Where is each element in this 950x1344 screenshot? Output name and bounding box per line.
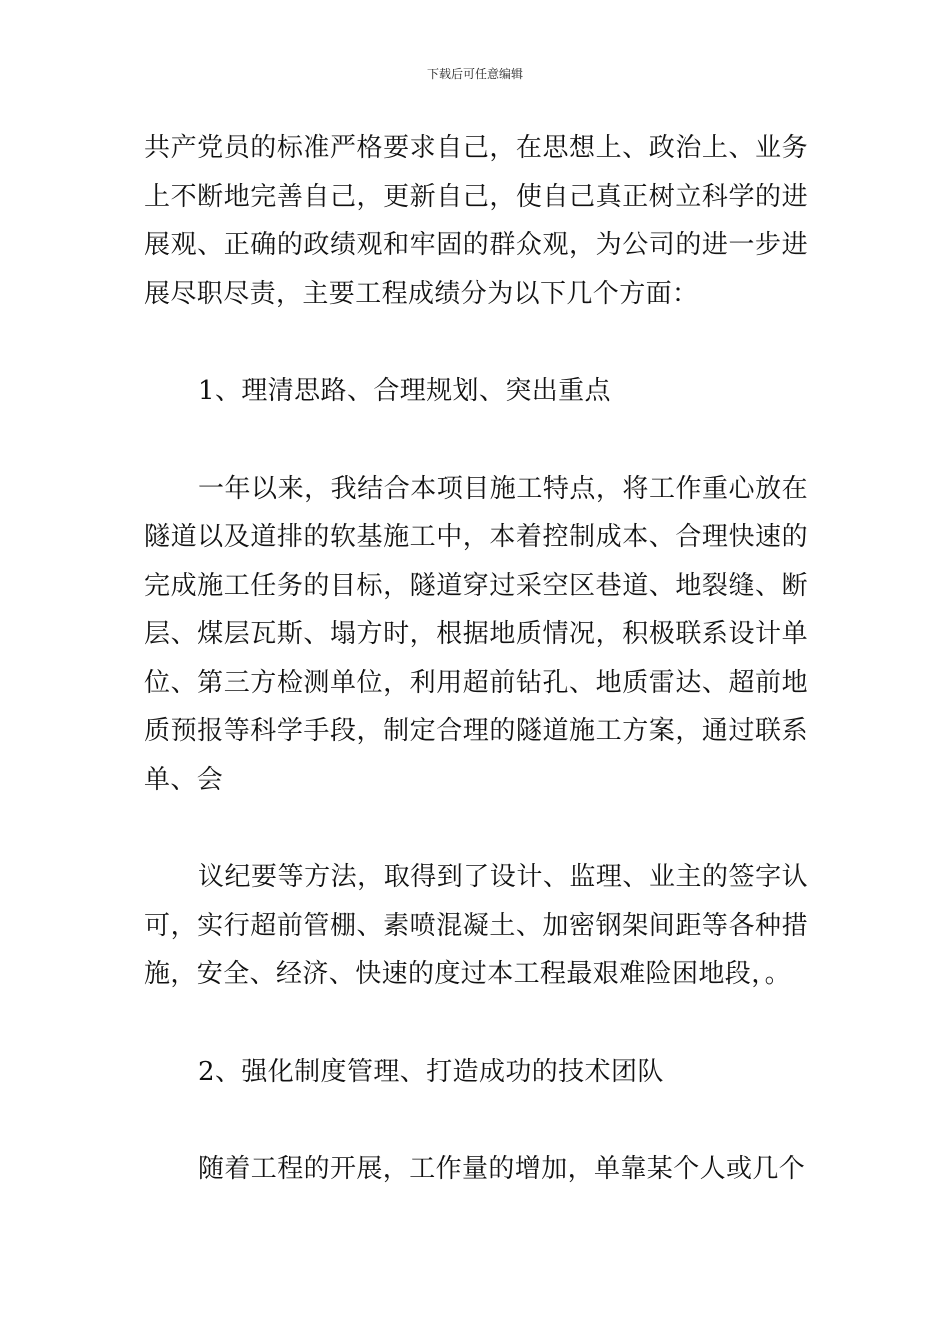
paragraph-section-1-b: 议纪要等方法，取得到了设计、监理、业主的签字认可，实行超前管棚、素喷混凝土、加密钢架间距等各种措施，安全、经济、快速的度过本工程最艰难险困地段，。: [144, 862, 808, 989]
section-heading-1: 1、理清思路、合理规划、突出重点: [198, 376, 611, 406]
page-header-note: 下载后可任意编辑: [426, 67, 523, 81]
paragraph-intro: 共产党员的标准严格要求自己，在思想上、政治上、业务上不断地完善自己，更新自己，使自己真正树立科学的进展观、正确的政绩观和牢固的群众观，为公司的进一步进展尽职尽责，主要工程成绩分为以下几个方面：: [144, 133, 808, 309]
document-body: [144, 124, 808, 1194]
paragraph-section-1-a: 一年以来，我结合本项目施工特点，将工作重心放在隧道以及道排的软基施工中，本着控制成本、合理快速的完成施工任务的目标，隧道穿过采空区巷道、地裂缝、断层、煤层瓦斯、塌方时，根据地质情况，积极联系设计单位、第三方检测单位，利用超前钻孔、地质雷达、超前地质预报等科学手段，制定合理的隧道施工方案，通过联系单、会: [144, 473, 808, 795]
section-heading-2: 2、强化制度管理、打造成功的技术团队: [198, 1056, 664, 1087]
paragraph-section-2: 随着工程的开展，工作量的增加，单靠某个人或几个: [198, 1154, 806, 1184]
